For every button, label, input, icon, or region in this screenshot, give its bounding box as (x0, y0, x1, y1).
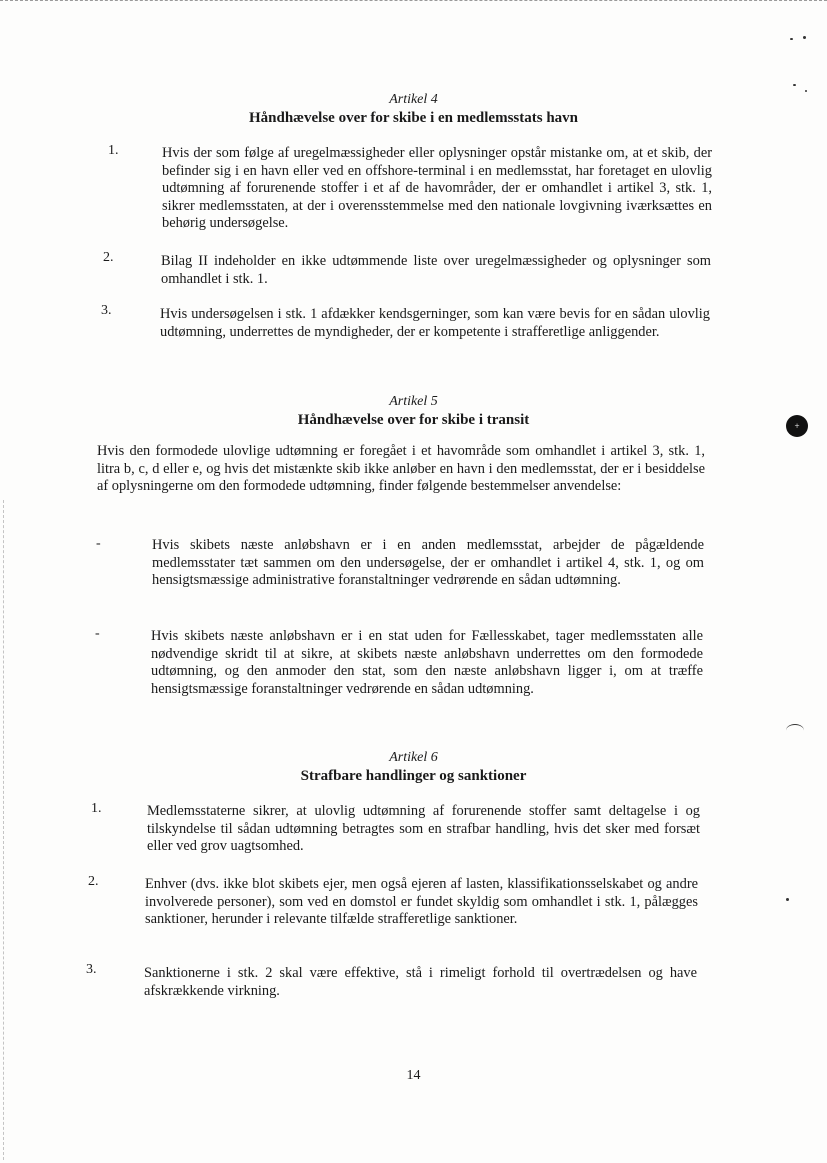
article-5-title: Håndhævelse over for skibe i transit (297, 412, 530, 428)
scan-speck (793, 84, 796, 86)
article-6-item-2-number: 2. (88, 874, 99, 889)
scan-edge-top (0, 0, 827, 1)
article-4-item-3-number: 3. (101, 303, 112, 318)
article-4-item-2-number: 2. (103, 250, 114, 265)
article-6-title: Strafbare handlinger og sanktioner (300, 768, 527, 784)
punch-hole-mark: + (786, 415, 808, 437)
article-4-item-3-text: Hvis undersøgelsen i stk. 1 afdækker kendsgerninger, som kan være bevis for en sådan ulovlig udtømning, underrettes de myndigheder, der er kompetente i strafferetlige anliggender. (160, 306, 710, 340)
article-4-item-2-text: Bilag II indeholder en ikke udtømmende liste over uregelmæssigheder og oplysninger som omhandlet i stk. 1. (161, 253, 711, 287)
article-6-item-2-text: Enhver (dvs. ikke blot skibets ejer, men også ejeren af lasten, klassifikationsselskabet og andre involverede personer), som ved en domstol er fundet skyldig som omhandlet i stk. 1, pålægges sanktioner, herunder i relevante tilfælde strafferetlige sanktioner. (145, 876, 698, 927)
scan-speck (786, 898, 789, 901)
article-4-label: Artikel 4 (389, 92, 438, 107)
page-number: 14 (406, 1068, 421, 1083)
article-5-intro: Hvis den formodede ulovlige udtømning er foregået i et havområde som omhandlet i artikel 3, stk. 1, litra b, c, d eller e, og hvis det mistænkte skib ikke anløber en havn i den medlemsstat, der er i besiddelse af oplysningerne om den formodede udtømning, finder følgende bestemmelser anvendelse: (97, 443, 705, 494)
article-5-bullet-1-text: Hvis skibets næste anløbshavn er i en anden medlemsstat, arbejder de pågældende medlemsstater tæt sammen om den undersøgelse, der er omhandlet i artikel 4, stk. 1, og om hensigtsmæssige administrative foranstaltninger vedrørende en sådan udtømning. (152, 537, 704, 588)
scan-speck (803, 36, 806, 39)
article-6-item-3-text: Sanktionerne i stk. 2 skal være effektive, stå i rimeligt forhold til overtrædelsen og have afskrækkende virkning. (144, 965, 697, 999)
article-4-title: Håndhævelse over for skibe i en medlemsstats havn (248, 110, 579, 126)
article-5-label: Artikel 5 (389, 394, 438, 409)
article-5-bullet-2-text: Hvis skibets næste anløbshavn er i en stat uden for Fællesskabet, tager medlemsstaten alle nødvendige skridt til at sikre, at skibets næste anløbshavn underrettes om den formodede udtømning, og den anmoder den stat, som den næste anløbshavn ligger i, om at træffe hensigtsmæssige foranstaltninger vedrørende en sådan udtømning. (151, 628, 703, 697)
scan-arc-mark (786, 724, 804, 737)
article-4-item-1-text: Hvis der som følge af uregelmæssigheder eller oplysninger opstår mistanke om, at et skib, der befinder sig i en havn eller ved en offshore-terminal i en medlemsstat, har foretaget en ulovlig udtømning af forurenende stoffer i et af de havområder, der er omhandlet i artikel 3, stk. 1, sikrer medlemsstaten, at der i overensstemmelse med den nationale lovgivning iværksættes en behørig undersøgelse. (162, 145, 712, 231)
article-5-bullet-2-dash: - (95, 626, 100, 641)
scan-speck (790, 38, 793, 40)
scan-edge-left (3, 500, 4, 1160)
article-5-bullet-1-dash: - (96, 536, 101, 551)
article-6-item-1-text: Medlemsstaterne sikrer, at ulovlig udtømning af forurenende stoffer samt deltagelse i og tilskyndelse til sådan udtømning betragtes som en strafbar handling, hvis det sker med forsæt eller ved grov uagtsomhed. (147, 803, 700, 854)
article-6-item-3-number: 3. (86, 962, 97, 977)
article-6-item-1-number: 1. (91, 801, 102, 816)
article-4-item-1-number: 1. (108, 143, 119, 158)
article-6-label: Artikel 6 (389, 750, 438, 765)
